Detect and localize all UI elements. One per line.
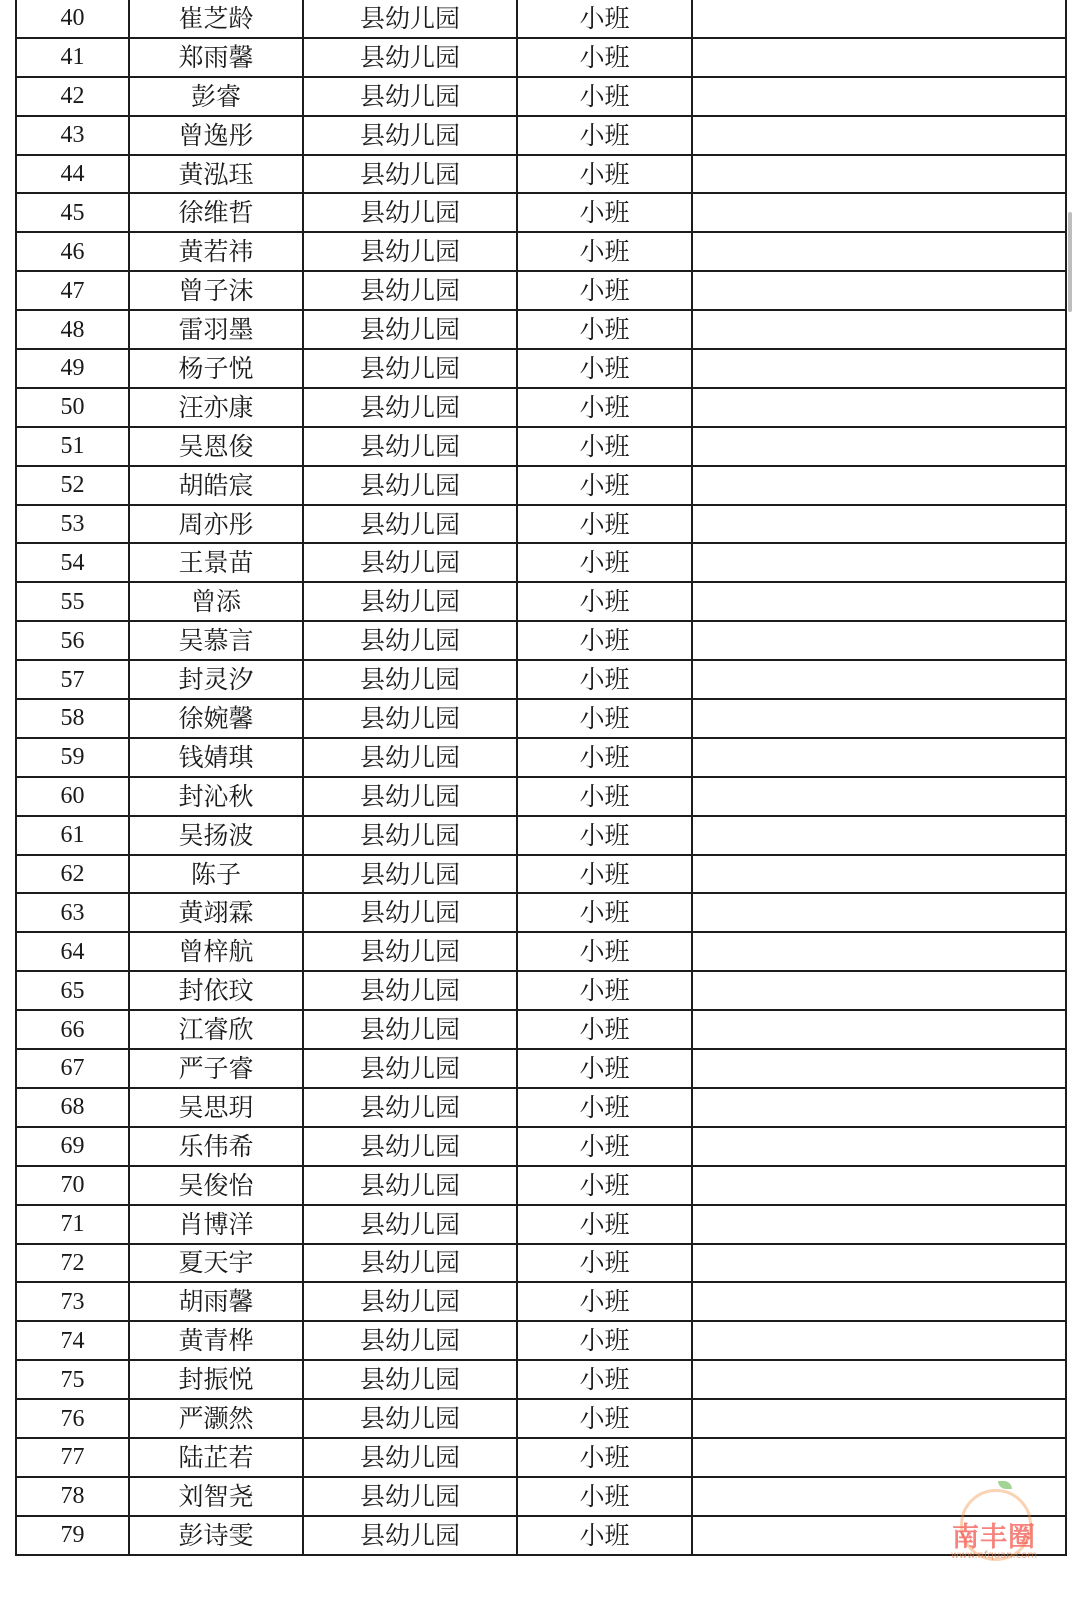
cell-number: 78 (16, 1477, 129, 1516)
table-row (16, 932, 1066, 971)
cell-note (692, 816, 1066, 855)
cell-number: 64 (16, 932, 129, 971)
cell-note (692, 349, 1066, 388)
cell-school: 县幼儿园 (303, 1477, 517, 1516)
cell-name: 肖博洋 (129, 1205, 303, 1244)
cell-note (692, 0, 1066, 38)
cell-number: 71 (16, 1205, 129, 1244)
cell-number: 75 (16, 1360, 129, 1399)
cell-school: 县幼儿园 (303, 271, 517, 310)
cell-class: 小班 (517, 1399, 692, 1438)
table-row (16, 543, 1066, 582)
table-row (16, 1205, 1066, 1244)
cell-note (692, 738, 1066, 777)
cell-name: 黄若祎 (129, 232, 303, 271)
cell-school: 县幼儿园 (303, 1088, 517, 1127)
cell-name: 胡雨馨 (129, 1282, 303, 1321)
cell-school: 县幼儿园 (303, 349, 517, 388)
cell-school: 县幼儿园 (303, 699, 517, 738)
cell-name: 彭睿 (129, 77, 303, 116)
cell-school: 县幼儿园 (303, 816, 517, 855)
table-row (16, 1166, 1066, 1205)
cell-class: 小班 (517, 699, 692, 738)
cell-number: 79 (16, 1516, 129, 1555)
cell-name: 郑雨馨 (129, 38, 303, 77)
cell-school: 县幼儿园 (303, 0, 517, 38)
watermark-logo (938, 1487, 1050, 1575)
table-row (16, 777, 1066, 816)
cell-number: 59 (16, 738, 129, 777)
table-row (16, 621, 1066, 660)
table-row (16, 232, 1066, 271)
cell-number: 63 (16, 893, 129, 932)
cell-name: 吴扬波 (129, 816, 303, 855)
cell-school: 县幼儿园 (303, 1049, 517, 1088)
cell-number: 52 (16, 466, 129, 505)
cell-note (692, 777, 1066, 816)
table-row (16, 1399, 1066, 1438)
table-row (16, 1516, 1066, 1555)
table-row (16, 388, 1066, 427)
cell-number: 53 (16, 505, 129, 544)
cell-school: 县幼儿园 (303, 1282, 517, 1321)
cell-note (692, 660, 1066, 699)
table-row (16, 855, 1066, 894)
cell-class: 小班 (517, 427, 692, 466)
cell-note (692, 1049, 1066, 1088)
cell-note (692, 1399, 1066, 1438)
cell-number: 43 (16, 116, 129, 155)
cell-number: 60 (16, 777, 129, 816)
table-row (16, 1049, 1066, 1088)
cell-name: 胡皓宸 (129, 466, 303, 505)
table-row (16, 738, 1066, 777)
cell-class: 小班 (517, 816, 692, 855)
cell-note (692, 1010, 1066, 1049)
roster-table (15, 0, 1067, 1556)
cell-number: 69 (16, 1127, 129, 1166)
cell-note (692, 310, 1066, 349)
cell-number: 62 (16, 855, 129, 894)
cell-note (692, 971, 1066, 1010)
cell-note (692, 505, 1066, 544)
cell-note (692, 116, 1066, 155)
cell-school: 县幼儿园 (303, 543, 517, 582)
cell-school: 县幼儿园 (303, 660, 517, 699)
cell-number: 67 (16, 1049, 129, 1088)
roster-body (16, 0, 1066, 1555)
cell-school: 县幼儿园 (303, 1399, 517, 1438)
cell-class: 小班 (517, 1166, 692, 1205)
cell-class: 小班 (517, 1205, 692, 1244)
cell-name: 曾逸彤 (129, 116, 303, 155)
table-row (16, 466, 1066, 505)
cell-class: 小班 (517, 0, 692, 38)
cell-class: 小班 (517, 621, 692, 660)
cell-class: 小班 (517, 193, 692, 232)
cell-number: 44 (16, 155, 129, 194)
table-row (16, 271, 1066, 310)
cell-class: 小班 (517, 466, 692, 505)
cell-school: 县幼儿园 (303, 738, 517, 777)
table-row (16, 971, 1066, 1010)
cell-note (692, 1282, 1066, 1321)
table-row (16, 116, 1066, 155)
cell-class: 小班 (517, 932, 692, 971)
cell-number: 46 (16, 232, 129, 271)
cell-number: 50 (16, 388, 129, 427)
cell-class: 小班 (517, 855, 692, 894)
cell-number: 54 (16, 543, 129, 582)
cell-school: 县幼儿园 (303, 1438, 517, 1477)
cell-class: 小班 (517, 1010, 692, 1049)
cell-school: 县幼儿园 (303, 505, 517, 544)
table-row (16, 1010, 1066, 1049)
table-row (16, 816, 1066, 855)
cell-name: 汪亦康 (129, 388, 303, 427)
cell-school: 县幼儿园 (303, 38, 517, 77)
cell-note (692, 193, 1066, 232)
cell-class: 小班 (517, 310, 692, 349)
cell-class: 小班 (517, 1438, 692, 1477)
cell-school: 县幼儿园 (303, 1166, 517, 1205)
table-row (16, 155, 1066, 194)
cell-number: 56 (16, 621, 129, 660)
table-row (16, 349, 1066, 388)
table-row (16, 1360, 1066, 1399)
cell-class: 小班 (517, 1127, 692, 1166)
cell-number: 73 (16, 1282, 129, 1321)
cell-name: 吴思玥 (129, 1088, 303, 1127)
cell-class: 小班 (517, 893, 692, 932)
table-row (16, 1438, 1066, 1477)
cell-school: 县幼儿园 (303, 193, 517, 232)
table-row (16, 660, 1066, 699)
cell-number: 61 (16, 816, 129, 855)
table-row (16, 1244, 1066, 1283)
cell-school: 县幼儿园 (303, 155, 517, 194)
cell-class: 小班 (517, 349, 692, 388)
cell-number: 47 (16, 271, 129, 310)
table-row (16, 310, 1066, 349)
cell-note (692, 543, 1066, 582)
table-row (16, 193, 1066, 232)
cell-class: 小班 (517, 1049, 692, 1088)
cell-class: 小班 (517, 1282, 692, 1321)
cell-class: 小班 (517, 1477, 692, 1516)
cell-number: 72 (16, 1244, 129, 1283)
cell-number: 57 (16, 660, 129, 699)
cell-note (692, 1438, 1066, 1477)
roster-sheet (15, 0, 1065, 1583)
cell-number: 76 (16, 1399, 129, 1438)
cell-school: 县幼儿园 (303, 1321, 517, 1360)
cell-school: 县幼儿园 (303, 427, 517, 466)
cell-note (692, 38, 1066, 77)
cell-number: 55 (16, 582, 129, 621)
cell-note (692, 1166, 1066, 1205)
cell-name: 黄青桦 (129, 1321, 303, 1360)
cell-class: 小班 (517, 1516, 692, 1555)
cell-name: 夏天宇 (129, 1244, 303, 1283)
cell-name: 黄泓珏 (129, 155, 303, 194)
cell-note (692, 232, 1066, 271)
cell-number: 68 (16, 1088, 129, 1127)
cell-class: 小班 (517, 660, 692, 699)
cell-name: 曾子沫 (129, 271, 303, 310)
table-row (16, 699, 1066, 738)
table-row (16, 1282, 1066, 1321)
cell-class: 小班 (517, 388, 692, 427)
cell-name: 吴恩俊 (129, 427, 303, 466)
cell-class: 小班 (517, 116, 692, 155)
cell-number: 51 (16, 427, 129, 466)
table-row (16, 505, 1066, 544)
scrollbar[interactable] (1068, 212, 1072, 312)
cell-note (692, 582, 1066, 621)
table-row (16, 893, 1066, 932)
cell-school: 县幼儿园 (303, 1360, 517, 1399)
cell-school: 县幼儿园 (303, 1010, 517, 1049)
cell-class: 小班 (517, 582, 692, 621)
cell-class: 小班 (517, 738, 692, 777)
cell-school: 县幼儿园 (303, 582, 517, 621)
cell-note (692, 466, 1066, 505)
watermark-text: 南丰圈 (952, 1522, 1036, 1553)
cell-class: 小班 (517, 1088, 692, 1127)
cell-class: 小班 (517, 505, 692, 544)
cell-school: 县幼儿园 (303, 1127, 517, 1166)
cell-number: 48 (16, 310, 129, 349)
cell-name: 严子睿 (129, 1049, 303, 1088)
cell-school: 县幼儿园 (303, 388, 517, 427)
cell-number: 49 (16, 349, 129, 388)
table-row (16, 1477, 1066, 1516)
cell-number: 42 (16, 77, 129, 116)
cell-name: 严灏然 (129, 1399, 303, 1438)
cell-name: 雷羽墨 (129, 310, 303, 349)
cell-name: 曾梓航 (129, 932, 303, 971)
table-row (16, 77, 1066, 116)
cell-note (692, 1360, 1066, 1399)
cell-name: 吴慕言 (129, 621, 303, 660)
cell-name: 吴俊怡 (129, 1166, 303, 1205)
cell-school: 县幼儿园 (303, 1244, 517, 1283)
cell-school: 县幼儿园 (303, 621, 517, 660)
cell-school: 县幼儿园 (303, 77, 517, 116)
cell-name: 崔芝龄 (129, 0, 303, 38)
cell-name: 封沁秋 (129, 777, 303, 816)
cell-note (692, 932, 1066, 971)
cell-name: 徐婉馨 (129, 699, 303, 738)
cell-name: 封振悦 (129, 1360, 303, 1399)
cell-school: 县幼儿园 (303, 310, 517, 349)
cell-number: 65 (16, 971, 129, 1010)
cell-class: 小班 (517, 232, 692, 271)
cell-name: 陆芷若 (129, 1438, 303, 1477)
cell-note (692, 427, 1066, 466)
table-row (16, 1127, 1066, 1166)
cell-class: 小班 (517, 971, 692, 1010)
cell-name: 黄翊霖 (129, 893, 303, 932)
table-row (16, 0, 1066, 38)
cell-note (692, 1088, 1066, 1127)
cell-name: 刘智尧 (129, 1477, 303, 1516)
table-row (16, 1321, 1066, 1360)
cell-school: 县幼儿园 (303, 893, 517, 932)
cell-number: 66 (16, 1010, 129, 1049)
table-row (16, 1088, 1066, 1127)
cell-name: 封依玟 (129, 971, 303, 1010)
cell-name: 江睿欣 (129, 1010, 303, 1049)
cell-class: 小班 (517, 155, 692, 194)
cell-note (692, 271, 1066, 310)
cell-note (692, 855, 1066, 894)
cell-note (692, 77, 1066, 116)
cell-class: 小班 (517, 38, 692, 77)
cell-name: 徐维哲 (129, 193, 303, 232)
cell-name: 陈子 (129, 855, 303, 894)
cell-school: 县幼儿园 (303, 777, 517, 816)
cell-note (692, 621, 1066, 660)
table-row (16, 38, 1066, 77)
cell-number: 40 (16, 0, 129, 38)
cell-note (692, 155, 1066, 194)
cell-number: 58 (16, 699, 129, 738)
cell-school: 县幼儿园 (303, 1205, 517, 1244)
cell-note (692, 1321, 1066, 1360)
cell-class: 小班 (517, 77, 692, 116)
cell-name: 钱婧琪 (129, 738, 303, 777)
cell-number: 77 (16, 1438, 129, 1477)
cell-note (692, 1244, 1066, 1283)
cell-school: 县幼儿园 (303, 932, 517, 971)
cell-number: 45 (16, 193, 129, 232)
cell-note (692, 388, 1066, 427)
cell-school: 县幼儿园 (303, 1516, 517, 1555)
cell-class: 小班 (517, 543, 692, 582)
cell-number: 70 (16, 1166, 129, 1205)
cell-school: 县幼儿园 (303, 232, 517, 271)
watermark-url: www.nfquan.com (950, 1550, 1038, 1561)
cell-name: 杨子悦 (129, 349, 303, 388)
cell-school: 县幼儿园 (303, 971, 517, 1010)
cell-school: 县幼儿园 (303, 466, 517, 505)
cell-name: 曾添 (129, 582, 303, 621)
cell-name: 封灵汐 (129, 660, 303, 699)
cell-class: 小班 (517, 777, 692, 816)
cell-note (692, 893, 1066, 932)
cell-class: 小班 (517, 1321, 692, 1360)
cell-school: 县幼儿园 (303, 855, 517, 894)
table-row (16, 582, 1066, 621)
cell-name: 乐伟希 (129, 1127, 303, 1166)
cell-school: 县幼儿园 (303, 116, 517, 155)
cell-number: 41 (16, 38, 129, 77)
cell-class: 小班 (517, 1360, 692, 1399)
cell-note (692, 699, 1066, 738)
table-row (16, 427, 1066, 466)
cell-note (692, 1205, 1066, 1244)
cell-class: 小班 (517, 1244, 692, 1283)
cell-number: 74 (16, 1321, 129, 1360)
cell-name: 彭诗雯 (129, 1516, 303, 1555)
cell-class: 小班 (517, 271, 692, 310)
cell-note (692, 1127, 1066, 1166)
cell-name: 周亦彤 (129, 505, 303, 544)
cell-name: 王景苗 (129, 543, 303, 582)
